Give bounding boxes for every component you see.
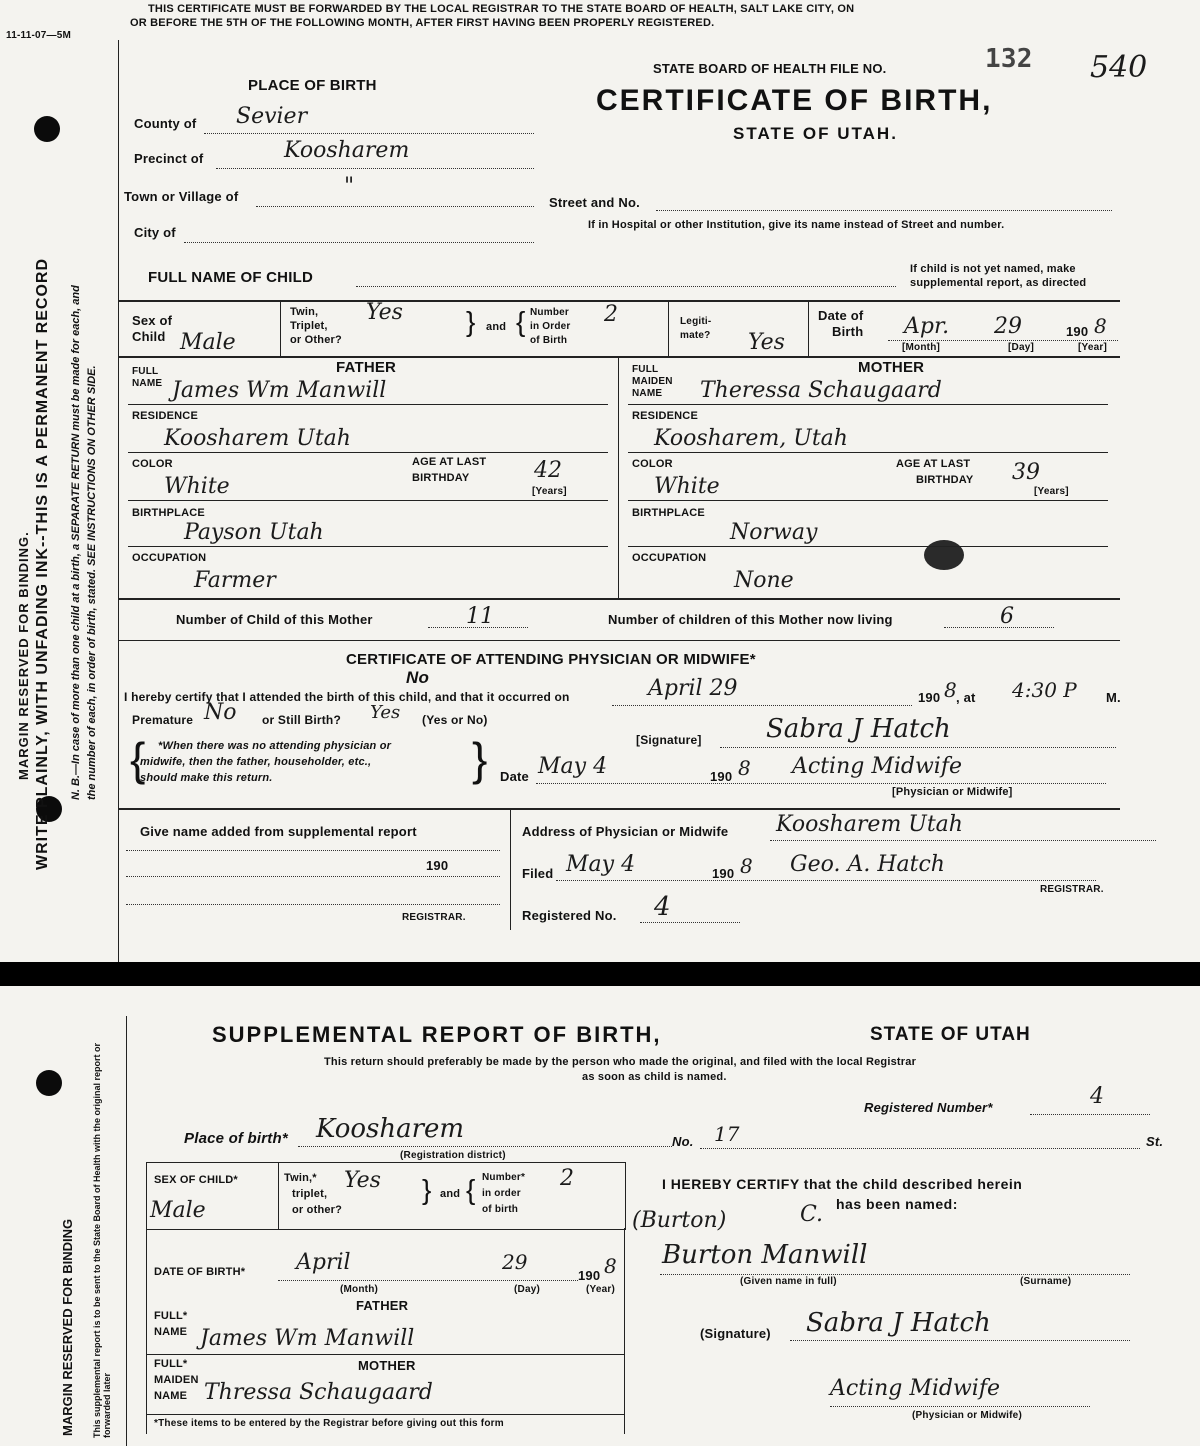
margin-rule	[118, 40, 119, 962]
registered-no: 4	[654, 892, 671, 922]
supp-physician-label: (Physician or Midwife)	[912, 1410, 1022, 1421]
yes-or-no: (Yes or No)	[422, 713, 488, 727]
twin-label-1: Twin,	[290, 306, 319, 318]
attending-heading: CERTIFICATE OF ATTENDING PHYSICIAN OR MIDWIFE*	[346, 651, 756, 668]
field-line	[128, 546, 608, 547]
mother-years-label: [Years]	[1034, 486, 1069, 497]
date-label: Date	[500, 769, 529, 784]
mother-birthplace: Norway	[730, 520, 818, 545]
premature-label: Premature	[132, 713, 194, 727]
section-rule	[118, 598, 1120, 600]
supp-registered-line	[1030, 1114, 1150, 1115]
supp-registered-label: Registered Number*	[864, 1100, 993, 1115]
supp-number-label-1: Number*	[482, 1172, 526, 1183]
mother-color-label: COLOR	[632, 458, 673, 470]
supp-father-heading: FATHER	[356, 1298, 409, 1313]
address-label: Address of Physician or Midwife	[522, 824, 729, 839]
registrar-label: REGISTRAR.	[1040, 884, 1104, 895]
physician-label: [Physician or Midwife]	[892, 786, 1013, 798]
brace: }	[472, 733, 488, 785]
living-number: 6	[1000, 604, 1014, 629]
child-number-label: Number of Child of this Mother	[176, 612, 373, 627]
mother-name-label-2: MAIDEN	[632, 376, 673, 387]
supp-mother-label-2: MAIDEN	[154, 1374, 199, 1386]
supp-named: Burton Manwill	[662, 1240, 868, 1270]
father-heading: FATHER	[336, 359, 397, 376]
supp-st-label: St.	[1146, 1134, 1164, 1149]
supp-title: SUPPLEMENTAL REPORT OF BIRTH,	[212, 1022, 662, 1047]
supplemental-label: Give name added from supplemental report	[140, 824, 417, 839]
footer-divider	[510, 808, 511, 930]
margin-nb: N. B.—In case of more than one child at a birth, a SEPARATE RETURN must be made for each, and	[70, 285, 82, 800]
mother-occupation-label: OCCUPATION	[632, 552, 707, 564]
father-occupation-label: OCCUPATION	[132, 552, 207, 564]
supp-twin-label-1: Twin,*	[284, 1172, 317, 1184]
supp-dob-line	[278, 1280, 578, 1281]
twin-value: Yes	[366, 300, 403, 325]
supp-footnote: *These items to be entered by the Registrar before giving out this form	[154, 1418, 504, 1429]
supp-number: 2	[560, 1166, 574, 1191]
supp-initial-annotation: C.	[800, 1202, 824, 1227]
father-age-label-2: BIRTHDAY	[412, 472, 470, 484]
supplemental-year-prefix: 190	[426, 858, 449, 873]
supp-signature-line	[790, 1340, 1130, 1341]
full-name-line	[356, 286, 896, 287]
day-label: [Day]	[1008, 342, 1035, 353]
legit-label-1: Legiti-	[680, 316, 712, 327]
attending-note-3: should make this return.	[140, 772, 273, 784]
child-number: 11	[466, 604, 494, 629]
section-rule	[118, 808, 1120, 810]
supp-place: Koosharem	[316, 1114, 465, 1144]
sex-value: Male	[180, 330, 236, 355]
mother-birthplace-label: BIRTHPLACE	[632, 507, 705, 519]
field-line	[146, 1414, 624, 1415]
precinct-value: Koosharem	[284, 138, 410, 163]
mother-residence-label: RESIDENCE	[632, 410, 698, 422]
field-line	[128, 500, 608, 501]
supp-number-label-3: of birth	[482, 1204, 519, 1215]
dob-month: Apr.	[904, 314, 950, 339]
brace: {	[466, 1174, 476, 1205]
mother-name: Theressa Schaugaard	[700, 378, 942, 403]
supp-twin-label-2: triplet,	[292, 1188, 328, 1200]
supp-dob-day: 29	[502, 1250, 528, 1274]
registered-no-line	[640, 922, 740, 923]
precinct-label: Precinct of	[134, 151, 204, 166]
supp-no-label: No.	[672, 1134, 694, 1149]
m-label: M.	[1106, 690, 1121, 705]
supp-given-annotation: (Burton)	[632, 1208, 727, 1233]
supp-mother-name: Thressa Schaugaard	[204, 1380, 433, 1405]
twin-label-3: or Other?	[290, 334, 342, 346]
notice-line-2: OR BEFORE THE 5TH OF THE FOLLOWING MONTH, AFTER FIRST HAVING BEEN PROPERLY REGISTERED.	[130, 17, 715, 29]
mother-color: White	[654, 474, 720, 499]
dob-day: 29	[994, 314, 1022, 339]
supp-father-label-2: NAME	[154, 1326, 188, 1338]
mother-name-label-1: FULL	[632, 364, 659, 375]
street-line	[656, 210, 1112, 211]
supp-given-label: (Given name in full)	[740, 1276, 837, 1287]
supp-place-line	[298, 1146, 672, 1147]
supplemental-line	[126, 876, 500, 877]
father-occupation: Farmer	[194, 568, 276, 593]
supplemental-report	[0, 986, 1200, 1446]
father-birthplace-label: BIRTHPLACE	[132, 507, 205, 519]
supp-named-line	[660, 1274, 1130, 1275]
margin-note: WRITE PLAINLY, WITH UNFADING INK--THIS IS A PERMANENT RECORD	[34, 258, 51, 870]
notice-line-1: THIS CERTIFICATE MUST BE FORWARDED BY THE LOCAL REGISTRAR TO THE STATE BOARD OF HEALTH, SALT LAKE CITY, ON	[148, 3, 855, 15]
supp-certify-1: I HEREBY CERTIFY that the child described herein	[662, 1176, 1023, 1192]
filed-line	[556, 880, 1096, 881]
supp-margin-note: This supplemental report is to be sent to the State Board of Health with the original report or forwarded later	[92, 1042, 112, 1438]
field-line	[128, 404, 608, 405]
supp-dob-month: April	[296, 1250, 351, 1275]
mother-heading: MOTHER	[858, 359, 925, 376]
margin-rule	[126, 1016, 127, 1446]
supp-dob-label: DATE OF BIRTH*	[154, 1266, 246, 1278]
filed-date: May 4	[566, 852, 636, 877]
parents-divider	[618, 356, 619, 598]
dob-label-2: Birth	[832, 324, 864, 339]
certificate-title: CERTIFICATE OF BIRTH,	[596, 84, 993, 117]
supp-twin: Yes	[344, 1168, 381, 1193]
mother-age-label-2: BIRTHDAY	[916, 474, 974, 486]
sign-date: May 4	[538, 754, 608, 779]
ink-blot	[924, 540, 964, 570]
supp-year-label: (Year)	[586, 1284, 615, 1295]
address-value: Koosharem Utah	[776, 812, 963, 837]
section-rule	[118, 640, 1120, 641]
supp-registration-district: (Registration district)	[400, 1150, 506, 1161]
attending-note-2: midwife, then the father, householder, etc.,	[140, 756, 372, 768]
supp-number-label-2: in order	[482, 1188, 521, 1199]
hospital-note: If in Hospital or other Institution, give its name instead of Street and number.	[588, 219, 1005, 231]
field-line	[128, 452, 608, 453]
cell-divider	[808, 300, 809, 356]
date-line	[536, 783, 1106, 784]
cell-divider	[278, 1162, 279, 1230]
supp-margin-reserved: MARGIN RESERVED FOR BINDING	[60, 1218, 75, 1436]
dob-year-suffix: 8	[1094, 314, 1107, 338]
and-label: and	[486, 321, 507, 333]
binding-hole	[36, 1070, 62, 1096]
father-age: 42	[534, 458, 562, 483]
father-color-label: COLOR	[132, 458, 173, 470]
county-label: County of	[134, 116, 197, 131]
registered-no-label: Registered No.	[522, 908, 617, 923]
place-of-birth-heading: PLACE OF BIRTH	[248, 77, 377, 94]
supp-place-label: Place of birth*	[184, 1130, 288, 1147]
attending-note-1: *When there was no attending physician or	[158, 740, 392, 752]
father-age-label-1: AGE AT LAST	[412, 456, 487, 468]
supp-no: 17	[714, 1122, 740, 1146]
supplemental-line	[126, 850, 500, 851]
number-label-3: of Birth	[530, 335, 568, 346]
box-edge	[624, 1228, 625, 1434]
field-line	[628, 546, 1108, 547]
supp-father-name: James Wm Manwill	[200, 1326, 415, 1351]
number-label-2: in Order	[530, 321, 571, 332]
supp-registered-number: 4	[1090, 1084, 1104, 1109]
brace: }	[466, 306, 476, 337]
cell-divider	[280, 300, 281, 356]
father-name-label-1: FULL	[132, 366, 159, 377]
field-line	[628, 452, 1108, 453]
supp-title-line	[830, 1406, 1090, 1407]
registrar-signature: Geo. A. Hatch	[790, 852, 945, 877]
legit-label-2: mate?	[680, 330, 711, 341]
supp-dob-year-prefix: 190	[578, 1268, 601, 1283]
attending-date: April 29	[648, 676, 738, 701]
supp-mother-heading: MOTHER	[358, 1358, 416, 1373]
brace: {	[516, 306, 526, 337]
mother-residence: Koosharem, Utah	[654, 426, 848, 451]
signature-line	[720, 747, 1116, 748]
sign-year-suffix: 8	[738, 756, 751, 780]
father-name: James Wm Manwill	[172, 378, 387, 403]
form-code: 11-11-07—5M	[6, 30, 72, 41]
box-edge	[146, 1228, 147, 1434]
county-value: Sevier	[236, 104, 308, 129]
father-residence: Koosharem Utah	[164, 426, 351, 451]
supp-surname-label: (Surname)	[1020, 1276, 1072, 1287]
at-label: , at	[956, 690, 976, 705]
margin-nb-2: the number of each, in order of birth, stated. SEE INSTRUCTIONS ON OTHER SIDE.	[86, 365, 98, 800]
field-line	[146, 1354, 624, 1355]
father-residence-label: RESIDENCE	[132, 410, 198, 422]
supp-mother-label-1: FULL*	[154, 1358, 188, 1370]
filed-year-prefix: 190	[712, 866, 735, 881]
supp-intro-1: This return should preferably be made by the person who made the original, and filed with the local Registrar	[324, 1056, 917, 1068]
dob-label-1: Date of	[818, 308, 864, 323]
supp-day-label: (Day)	[514, 1284, 541, 1295]
supp-twin-label-3: or other?	[292, 1204, 343, 1216]
filed-year-suffix: 8	[740, 854, 753, 878]
address-line	[770, 840, 1156, 841]
supp-father-label-1: FULL*	[154, 1310, 188, 1322]
no-annotation: No	[406, 668, 430, 687]
attending-year-suffix: 8	[944, 678, 957, 702]
certify-text: I hereby certify that I attended the birth of this child, and that it occurred on	[124, 690, 570, 704]
supp-mother-label-3: NAME	[154, 1390, 188, 1402]
supp-signature-label: (Signature)	[700, 1326, 771, 1341]
birth-date-line	[612, 705, 912, 706]
still-birth-label: or Still Birth?	[262, 713, 341, 727]
city-line	[184, 242, 534, 243]
handwritten-file-no: 540	[1090, 50, 1148, 85]
town-line	[256, 206, 534, 207]
month-label: [Month]	[902, 342, 941, 353]
living-label: Number of children of this Mother now living	[608, 612, 893, 627]
supp-dob-year-suffix: 8	[604, 1254, 617, 1278]
supp-month-label: (Month)	[340, 1284, 379, 1295]
state-label: STATE OF UTAH.	[733, 124, 898, 143]
still-birth-value: Yes	[370, 702, 401, 723]
section-rule	[118, 356, 1120, 358]
brace: }	[422, 1174, 432, 1205]
town-value: "	[344, 174, 355, 199]
section-rule	[118, 300, 1120, 302]
father-name-label-2: NAME	[132, 378, 163, 389]
dob-year-prefix: 190	[1066, 324, 1089, 339]
file-no-label: STATE BOARD OF HEALTH FILE NO.	[653, 61, 887, 76]
father-years-label: [Years]	[532, 486, 567, 497]
attending-title: Acting Midwife	[792, 754, 963, 779]
town-label: Town or Village of	[124, 189, 239, 204]
street-label: Street and No.	[549, 195, 640, 210]
supp-title-hw: Acting Midwife	[830, 1376, 1001, 1401]
file-no: 132	[985, 44, 1033, 74]
number-value: 2	[604, 302, 618, 327]
field-line	[628, 404, 1108, 405]
supp-signature: Sabra J Hatch	[806, 1308, 991, 1338]
living-line	[944, 627, 1054, 628]
supp-intro-2: as soon as child is named.	[582, 1071, 727, 1083]
name-note-1: If child is not yet named, make	[910, 263, 1076, 275]
attending-time: 4:30 P	[1012, 678, 1077, 702]
legit-value: Yes	[748, 330, 785, 355]
mother-age-label-1: AGE AT LAST	[896, 458, 971, 470]
city-label: City of	[134, 225, 176, 240]
binding-hole	[34, 116, 60, 142]
supp-sex-label: SEX OF CHILD*	[154, 1174, 238, 1186]
supp-child-box	[146, 1162, 626, 1230]
margin-reserved: MARGIN RESERVED FOR BINDING.	[16, 531, 31, 780]
full-name-label: FULL NAME OF CHILD	[148, 269, 313, 286]
supp-certify-2: has been named:	[836, 1196, 958, 1212]
field-line	[628, 500, 1108, 501]
mother-occupation: None	[734, 568, 794, 593]
father-color: White	[164, 474, 230, 499]
brace: {	[130, 733, 146, 785]
supp-no-line	[700, 1148, 1140, 1149]
precinct-line	[216, 168, 534, 169]
supp-sex: Male	[150, 1198, 206, 1223]
sex-label-1: Sex of	[132, 313, 173, 328]
supp-state: STATE OF UTAH	[870, 1024, 1031, 1045]
supplemental-registrar: REGISTRAR.	[402, 912, 466, 923]
filed-label: Filed	[522, 866, 554, 881]
mother-name-label-3: NAME	[632, 388, 663, 399]
dob-line	[888, 340, 1118, 341]
supplemental-line	[126, 904, 500, 905]
premature-value: No	[204, 700, 237, 725]
attending-signature: Sabra J Hatch	[766, 714, 951, 744]
year-label: [Year]	[1078, 342, 1107, 353]
number-label-1: Number	[530, 307, 569, 318]
county-line	[204, 133, 534, 134]
supp-and: and	[440, 1188, 461, 1200]
signature-label: [Signature]	[636, 733, 702, 747]
sign-year-prefix: 190	[710, 769, 733, 784]
attending-year-prefix: 190	[918, 690, 941, 705]
twin-label-2: Triplet,	[290, 320, 328, 332]
cell-divider	[668, 300, 669, 356]
father-birthplace: Payson Utah	[184, 520, 324, 545]
sex-label-2: Child	[132, 329, 166, 344]
mother-age: 39	[1012, 460, 1040, 485]
name-note-2: supplemental report, as directed	[910, 277, 1087, 289]
